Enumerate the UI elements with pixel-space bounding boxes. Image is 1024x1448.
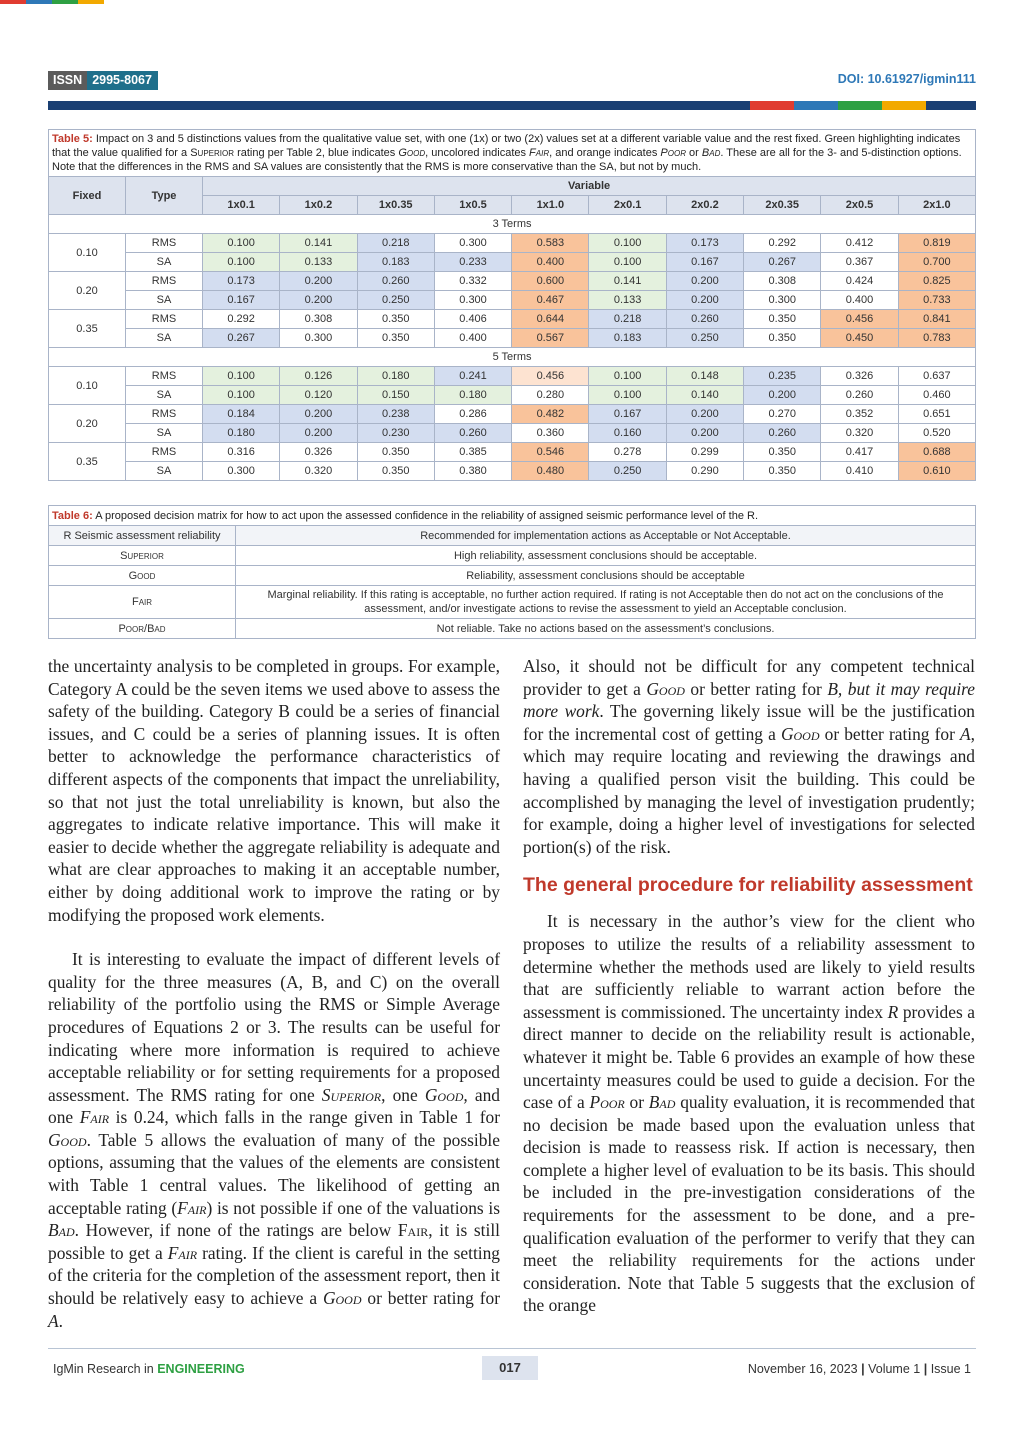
section-row — [49, 215, 976, 234]
value-cell: 0.233 — [434, 253, 511, 272]
value-cell: 0.133 — [589, 291, 666, 310]
paragraph: It is interesting to evaluate the impact of different levels of quality for the three measures (A, B, and C) on the overall reliability of the portfolio using the RMS or Simple Average procedures of Equations 2 or 3. The results can be useful for indicating where more information is required to achieve acceptable reliability or for setting requirements for a proposed assessment. The RMS rating for one Superior, one Good, and one Fair is 0.24, which falls in the range given in Table 1 for Good. Table 5 allows the evaluation of many of the possible options, assuming that the values of the elements are consistent with Table 1 central values. The likelihood of getting an acceptable rating (Fair) is not possible if one of the valuations is Bad. However, if none of the ratings are below Fair, it is still possible to get a Fair rating. If the client is careful in the setting of the criteria for the completion of the assessment report, then it should be relatively easy to achieve a Good or better rating for A. — [48, 949, 501, 1331]
value-cell: 0.583 — [512, 234, 589, 253]
doi-link[interactable]: DOI: 10.61927/igmin111 — [837, 72, 976, 86]
issn-number: 2995-8067 — [87, 71, 158, 90]
type-cell: SA — [126, 329, 203, 348]
value-cell: 0.300 — [280, 329, 357, 348]
table-row — [49, 367, 976, 386]
value-cell: 0.400 — [821, 291, 898, 310]
type-cell: SA — [126, 386, 203, 405]
value-cell: 0.300 — [434, 291, 511, 310]
paragraph: It is necessary in the author’s view for the client who proposes to utilize the results of a reliability assessment to determine whether the methods used are likely to yield results that are sufficiently reliable to warrant action before the assessment is commissioned. The uncertainty index R provides a direct manner to decide on the reliability result is actionable, whatever it might be. Table 6 provides an example of how these uncertainty measures could be used to guide a decision. For the case of a Poor or Bad quality evaluation, it is recommended that no decision be made based upon the evaluation unless that decision is made to reassess risk. If action is necessary, then complete a higher level of evaluation to be its basis. This should be included in the pre-investigation considerations of the requirements for the assessment to be done, and a pre-qualification evaluation of the performer to verify that they can meet the reliability requirements for the actions under consideration. Note that Table 5 suggests that the exclusion of the orange — [523, 911, 975, 1316]
value-cell: 0.320 — [280, 462, 357, 481]
value-cell: 0.308 — [744, 272, 821, 291]
section-row — [49, 348, 976, 367]
value-cell: 0.299 — [666, 443, 743, 462]
value-cell: 0.350 — [744, 329, 821, 348]
left-column — [48, 655, 500, 1332]
variable-col-header: 2x0.2 — [666, 196, 743, 215]
value-cell: 0.406 — [434, 310, 511, 329]
value-cell: 0.250 — [666, 329, 743, 348]
action-cell: High reliability, assessment conclusions should be acceptable. — [236, 546, 976, 566]
col-header-type: Type — [126, 177, 203, 215]
value-cell: 0.546 — [512, 443, 589, 462]
type-cell: RMS — [126, 367, 203, 386]
type-cell: SA — [126, 424, 203, 443]
value-cell: 0.300 — [203, 462, 280, 481]
value-cell: 0.651 — [898, 405, 975, 424]
value-cell: 0.140 — [666, 386, 743, 405]
value-cell: 0.400 — [434, 329, 511, 348]
value-cell: 0.141 — [589, 272, 666, 291]
value-cell: 0.200 — [666, 424, 743, 443]
variable-col-header: 2x0.5 — [821, 196, 898, 215]
value-cell: 0.450 — [821, 329, 898, 348]
table-5 — [48, 129, 976, 481]
variable-col-header: 2x1.0 — [898, 196, 975, 215]
value-cell: 0.150 — [357, 386, 434, 405]
table-row — [49, 405, 976, 424]
section-heading: The general procedure for reliability assessment — [523, 874, 973, 897]
fixed-cell: 0.10 — [49, 234, 126, 272]
value-cell: 0.238 — [357, 405, 434, 424]
variable-col-header: 1x0.1 — [203, 196, 280, 215]
value-cell: 0.100 — [589, 234, 666, 253]
value-cell: 0.260 — [821, 386, 898, 405]
value-cell: 0.278 — [589, 443, 666, 462]
value-cell: 0.280 — [512, 386, 589, 405]
value-cell: 0.300 — [434, 234, 511, 253]
value-cell: 0.292 — [744, 234, 821, 253]
right-column — [523, 655, 975, 1317]
value-cell: 0.733 — [898, 291, 975, 310]
value-cell: 0.600 — [512, 272, 589, 291]
page-number: 017 — [482, 1356, 538, 1380]
section-title: 3 Terms — [49, 215, 976, 234]
value-cell: 0.100 — [203, 234, 280, 253]
value-cell: 0.644 — [512, 310, 589, 329]
variable-col-header: 1x0.5 — [434, 196, 511, 215]
header-rule — [48, 101, 976, 110]
value-cell: 0.290 — [666, 462, 743, 481]
value-cell: 0.133 — [280, 253, 357, 272]
page-footer — [48, 1348, 976, 1376]
table-row — [49, 619, 976, 639]
value-cell: 0.412 — [821, 234, 898, 253]
table-row — [49, 462, 976, 481]
value-cell: 0.200 — [666, 405, 743, 424]
value-cell: 0.100 — [589, 367, 666, 386]
type-cell: SA — [126, 291, 203, 310]
fixed-cell: 0.10 — [49, 367, 126, 405]
value-cell: 0.316 — [203, 443, 280, 462]
type-cell: RMS — [126, 272, 203, 291]
value-cell: 0.260 — [666, 310, 743, 329]
value-cell: 0.352 — [821, 405, 898, 424]
fixed-cell: 0.35 — [49, 310, 126, 348]
value-cell: 0.260 — [744, 424, 821, 443]
value-cell: 0.200 — [280, 272, 357, 291]
value-cell: 0.308 — [280, 310, 357, 329]
type-cell: SA — [126, 253, 203, 272]
section-title: 5 Terms — [49, 348, 976, 367]
value-cell: 0.260 — [434, 424, 511, 443]
value-cell: 0.350 — [744, 443, 821, 462]
col-header-reliability: R Seismic assessment reliability — [49, 526, 236, 546]
value-cell: 0.332 — [434, 272, 511, 291]
value-cell: 0.184 — [203, 405, 280, 424]
value-cell: 0.520 — [898, 424, 975, 443]
value-cell: 0.100 — [203, 253, 280, 272]
table-6 — [48, 505, 976, 639]
value-cell: 0.260 — [357, 272, 434, 291]
table-row — [49, 424, 976, 443]
issue-info: November 16, 2023 | Volume 1 | Issue 1 — [747, 1362, 971, 1376]
value-cell: 0.482 — [512, 405, 589, 424]
value-cell: 0.410 — [821, 462, 898, 481]
type-cell: RMS — [126, 405, 203, 424]
rating-cell: Poor/Bad — [49, 619, 236, 639]
value-cell: 0.267 — [744, 253, 821, 272]
value-cell: 0.200 — [744, 386, 821, 405]
issn-label: ISSN — [48, 71, 87, 90]
value-cell: 0.250 — [357, 291, 434, 310]
action-cell: Not reliable. Take no actions based on the assessment’s conclusions. — [236, 619, 976, 639]
type-cell: RMS — [126, 310, 203, 329]
value-cell: 0.350 — [744, 310, 821, 329]
value-cell: 0.230 — [357, 424, 434, 443]
col-header-recommendation: Recommended for implementation actions as Acceptable or Not Acceptable. — [236, 526, 976, 546]
col-header-fixed: Fixed — [49, 177, 126, 215]
value-cell: 0.350 — [357, 329, 434, 348]
value-cell: 0.180 — [203, 424, 280, 443]
value-cell: 0.300 — [744, 291, 821, 310]
value-cell: 0.424 — [821, 272, 898, 291]
value-cell: 0.241 — [434, 367, 511, 386]
variable-col-header: 2x0.1 — [589, 196, 666, 215]
table-row — [49, 586, 976, 619]
value-cell: 0.688 — [898, 443, 975, 462]
top-color-strip — [0, 0, 104, 4]
value-cell: 0.100 — [203, 386, 280, 405]
value-cell: 0.250 — [589, 462, 666, 481]
paragraph: Also, it should not be difficult for any competent technical provider to get a Good or better rating for B, but it may require more work. The governing likely issue will be the justification for the incremental cost of getting a Good or better rating for A, which may require locating and reviewing the drawings and having a qualified person visit the building. This could be accomplished by managing the level of investigation prudently; for example, doing a higher level of investigations for selected portion(s) of the risk. — [523, 656, 976, 857]
value-cell: 0.120 — [280, 386, 357, 405]
value-cell: 0.456 — [512, 367, 589, 386]
table-row — [49, 272, 976, 291]
fixed-cell: 0.20 — [49, 272, 126, 310]
value-cell: 0.326 — [821, 367, 898, 386]
value-cell: 0.126 — [280, 367, 357, 386]
value-cell: 0.819 — [898, 234, 975, 253]
value-cell: 0.167 — [666, 253, 743, 272]
value-cell: 0.286 — [434, 405, 511, 424]
type-cell: SA — [126, 462, 203, 481]
value-cell: 0.148 — [666, 367, 743, 386]
value-cell: 0.417 — [821, 443, 898, 462]
value-cell: 0.320 — [821, 424, 898, 443]
value-cell: 0.200 — [280, 405, 357, 424]
value-cell: 0.467 — [512, 291, 589, 310]
value-cell: 0.173 — [666, 234, 743, 253]
variable-col-header: 1x0.35 — [357, 196, 434, 215]
value-cell: 0.610 — [898, 462, 975, 481]
rating-cell: Superior — [49, 546, 236, 566]
value-cell: 0.456 — [821, 310, 898, 329]
value-cell: 0.180 — [434, 386, 511, 405]
value-cell: 0.350 — [357, 462, 434, 481]
table-row — [49, 546, 976, 566]
table-6-caption: Table 6: A proposed decision matrix for how to act upon the assessed confidence in the reliability of assigned seismic performance level of the R. — [49, 506, 976, 526]
value-cell: 0.180 — [357, 367, 434, 386]
value-cell: 0.637 — [898, 367, 975, 386]
table-5-caption: Table 5: Impact on 3 and 5 distinctions values from the qualitative value set, with one (1x) or two (2x) values set at a different variable value and the rest fixed. Green highlighting indicates that the value qualified for a Superior rating per Table 2, blue indicates Good, uncolored indicates Fair, and orange indicates Poor or Bad. These are all for the 3- and 5-distinction options. Note that the differences in the RMS and SA values are consistently that the RMS is more conservative than the SA, but not by much. — [49, 130, 976, 177]
value-cell: 0.460 — [898, 386, 975, 405]
value-cell: 0.380 — [434, 462, 511, 481]
col-header-variable: Variable — [203, 177, 976, 196]
table-row — [49, 310, 976, 329]
rating-cell: Good — [49, 566, 236, 586]
table-5-body — [49, 215, 976, 481]
journal-name: IgMin Research in ENGINEERING — [53, 1362, 245, 1376]
value-cell: 0.200 — [280, 424, 357, 443]
value-cell: 0.183 — [589, 329, 666, 348]
value-cell: 0.567 — [512, 329, 589, 348]
issn-badge — [48, 71, 158, 90]
value-cell: 0.385 — [434, 443, 511, 462]
value-cell: 0.160 — [589, 424, 666, 443]
variable-col-header: 2x0.35 — [744, 196, 821, 215]
value-cell: 0.200 — [666, 272, 743, 291]
value-cell: 0.292 — [203, 310, 280, 329]
value-cell: 0.841 — [898, 310, 975, 329]
value-cell: 0.270 — [744, 405, 821, 424]
value-cell: 0.183 — [357, 253, 434, 272]
value-cell: 0.100 — [203, 367, 280, 386]
fixed-cell: 0.20 — [49, 405, 126, 443]
value-cell: 0.350 — [357, 443, 434, 462]
table-row — [49, 253, 976, 272]
value-cell: 0.326 — [280, 443, 357, 462]
value-cell: 0.218 — [357, 234, 434, 253]
value-cell: 0.235 — [744, 367, 821, 386]
value-cell: 0.200 — [280, 291, 357, 310]
table-row — [49, 443, 976, 462]
value-cell: 0.218 — [589, 310, 666, 329]
table-row — [49, 234, 976, 253]
value-cell: 0.367 — [821, 253, 898, 272]
table-row — [49, 291, 976, 310]
value-cell: 0.173 — [203, 272, 280, 291]
value-cell: 0.700 — [898, 253, 975, 272]
variable-col-header: 1x1.0 — [512, 196, 589, 215]
value-cell: 0.825 — [898, 272, 975, 291]
rating-cell: Fair — [49, 586, 236, 619]
value-cell: 0.360 — [512, 424, 589, 443]
paragraph: the uncertainty analysis to be completed in groups. For example, Category A could be the seven items we used above to assess the safety of the building. Category B could be a series of financial issues, and C could be a series of planning issues. It is often better to acknowledge the performance characteristics of different aspects of the components that impact the unreliability, so that not just the total unreliability is known, but also the aggregates to indicate relative importance. This will make it easier to decide whether the aggregate reliability is adequate and what are clear approaches to making it an acceptable number, either by doing additional work to improve the rating or by modifying the proposed work elements. — [48, 656, 500, 925]
type-cell: RMS — [126, 234, 203, 253]
value-cell: 0.200 — [666, 291, 743, 310]
table-row — [49, 566, 976, 586]
table-row — [49, 386, 976, 405]
type-cell: RMS — [126, 443, 203, 462]
value-cell: 0.141 — [280, 234, 357, 253]
value-cell: 0.267 — [203, 329, 280, 348]
value-cell: 0.100 — [589, 386, 666, 405]
value-cell: 0.480 — [512, 462, 589, 481]
action-cell: Marginal reliability. If this rating is acceptable, no further action required. If rating is not Acceptable then do not act on the conclusions of the assessment, and/or investigate actions to revise the assessment to yield an Acceptable conclusion. — [236, 586, 976, 619]
fixed-cell: 0.35 — [49, 443, 126, 481]
action-cell: Reliability, assessment conclusions should be acceptable — [236, 566, 976, 586]
value-cell: 0.167 — [589, 405, 666, 424]
value-cell: 0.167 — [203, 291, 280, 310]
value-cell: 0.400 — [512, 253, 589, 272]
table-row — [49, 329, 976, 348]
value-cell: 0.100 — [589, 253, 666, 272]
value-cell: 0.783 — [898, 329, 975, 348]
variable-col-header: 1x0.2 — [280, 196, 357, 215]
value-cell: 0.350 — [357, 310, 434, 329]
value-cell: 0.350 — [744, 462, 821, 481]
